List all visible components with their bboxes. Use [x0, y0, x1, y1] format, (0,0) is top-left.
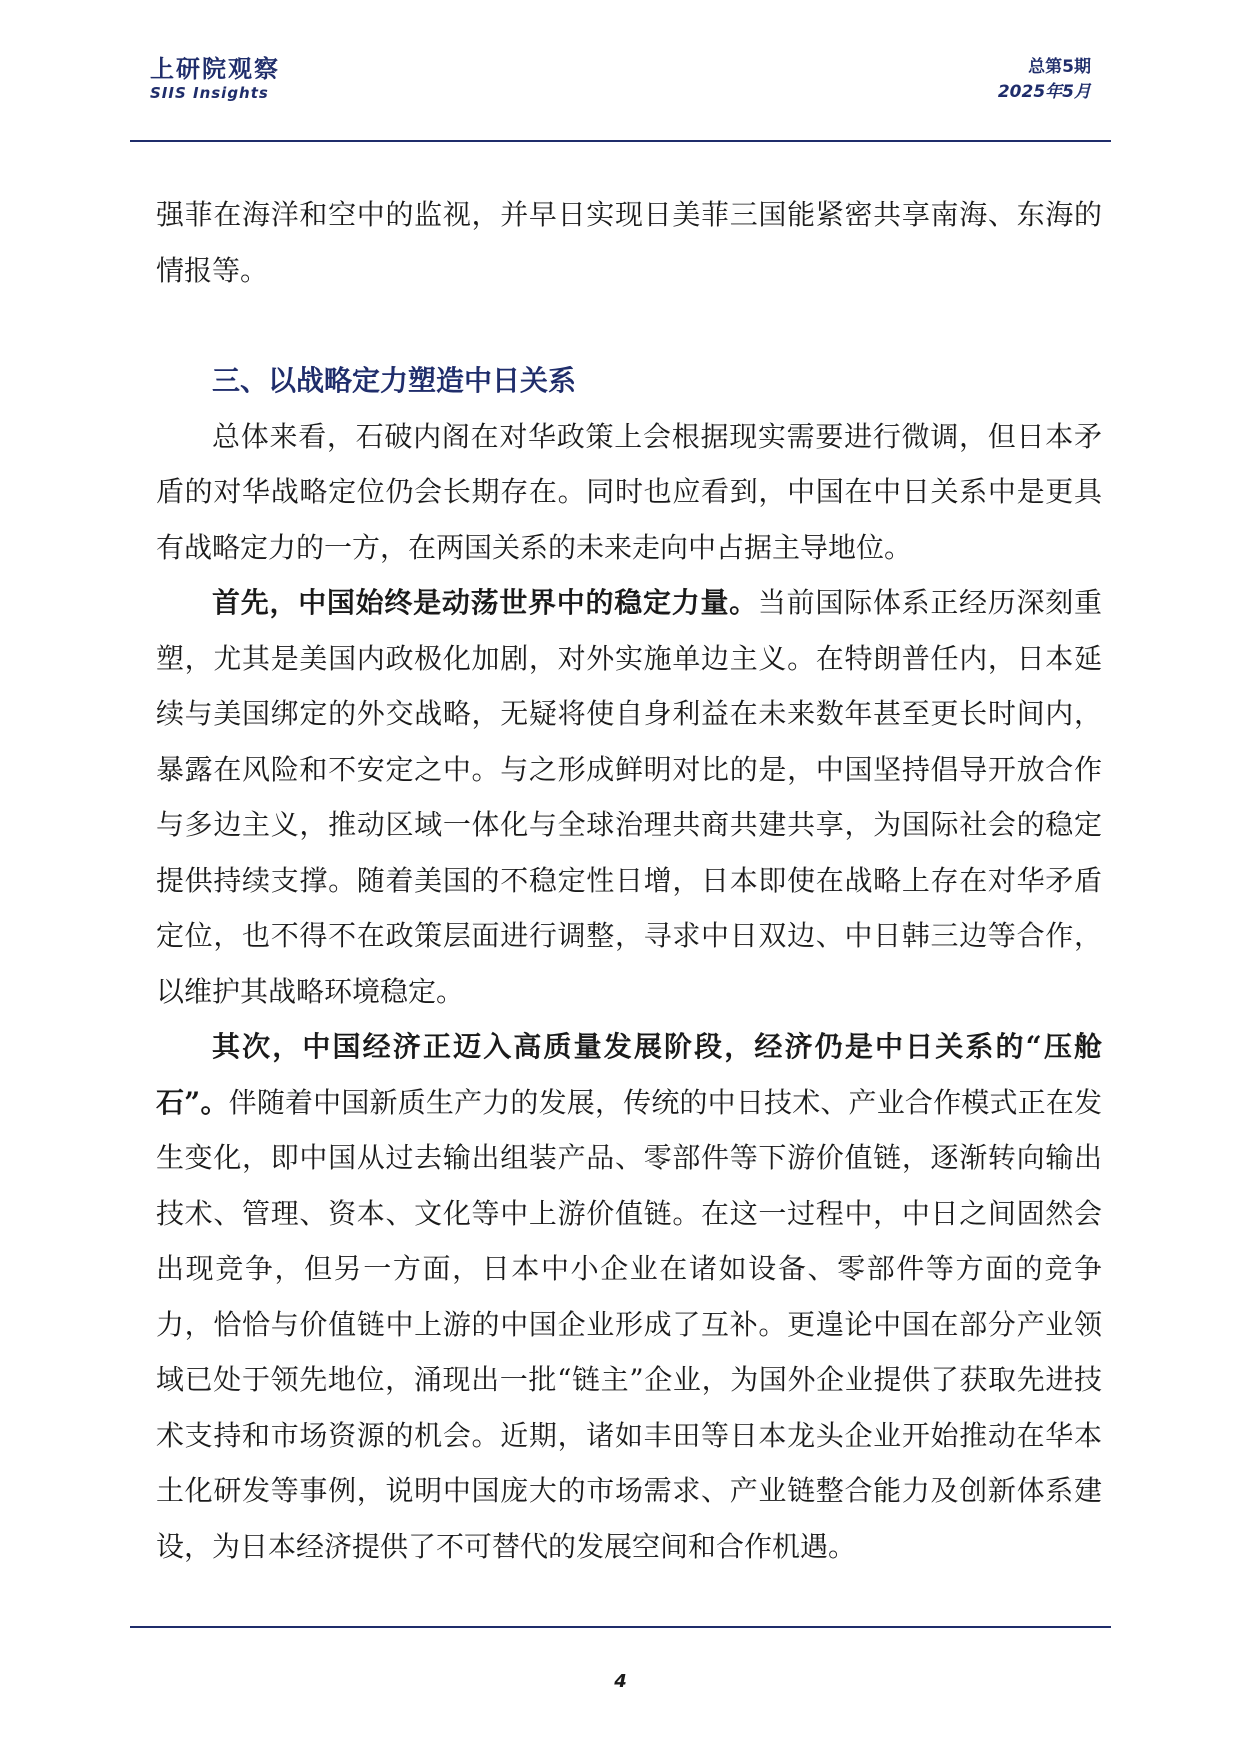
paragraph-second-point — [156, 1019, 1102, 1574]
issue-number: 总第5期 — [1028, 57, 1091, 77]
section-heading: 三、以战略定力塑造中日关系 — [212, 364, 577, 397]
page-number: 4 — [614, 1671, 627, 1692]
paragraph-first-point — [156, 575, 1102, 1019]
article-body — [156, 187, 1102, 1574]
header-brand — [150, 54, 280, 102]
header-divider — [130, 140, 1111, 142]
continuation-paragraph: 强菲在海洋和空中的监视，并早日实现日美菲三国能紧密共享南海、东海的情报等。 — [156, 198, 1102, 287]
second-point-text: 伴随着中国新质生产力的发展，传统的中日技术、产业合作模式正在发生变化，即中国从过去输出组装产品、零部件等下游价值链，逐渐转向输出技术、管理、资本、文化等中上游价值链。在这一过程中，中日之间固然会出现竞争，但另一方面，日本中小企业在诸如设备、零部件等方面的竞争力，恰恰与价值链中上游的中国企业形成了互补。更遑论中国在部分产业领域已处于领先地位，涌现出一批“链主”企业，为国外企业提供了获取先进技术支持和市场资源的机会。近期，诸如丰田等日本龙头企业开始推动在华本土化研发等事例，说明中国庞大的市场需求、产业链整合能力及创新体系建设，为日本经济提供了不可替代的发展空间和合作机遇。 — [156, 1085, 1102, 1563]
second-point-lead: 其次，中国经济正迈入高质量发展阶段，经济仍是中日关系的“压舱石”。 — [156, 1030, 1102, 1119]
header-issue-info — [998, 54, 1091, 104]
brand-subtitle: SIIS Insights — [150, 84, 269, 102]
paragraph-overview: 总体来看，石破内阁在对华政策上会根据现实需要进行微调，但日本矛盾的对华战略定位仍会长期存在。同时也应看到，中国在中日关系中是更具有战略定力的一方，在两国关系的未来走向中占据主导地位。 — [156, 419, 1102, 564]
footer-divider — [130, 1626, 1111, 1628]
first-point-text: 当前国际体系正经历深刻重塑，尤其是美国内政极化加剧，对外实施单边主义。在特朗普任内，日本延续与美国绑定的外交战略，无疑将使自身利益在未来数年甚至更长时间内，暴露在风险和不安定之中。与之形成鲜明对比的是，中国坚持倡导开放合作与多边主义，推动区域一体化与全球治理共商共建共享，为国际社会的稳定提供持续支撑。随着美国的不稳定性日增，日本即使在战略上存在对华矛盾定位，也不得不在政策层面进行调整，寻求中日双边、中日韩三边等合作，以维护其战略环境稳定。 — [156, 586, 1102, 1008]
issue-date: 2025年5月 — [997, 82, 1091, 102]
first-point-lead: 首先，中国始终是动荡世界中的稳定力量。 — [212, 586, 758, 619]
brand-title: 上研院观察 — [150, 54, 280, 83]
